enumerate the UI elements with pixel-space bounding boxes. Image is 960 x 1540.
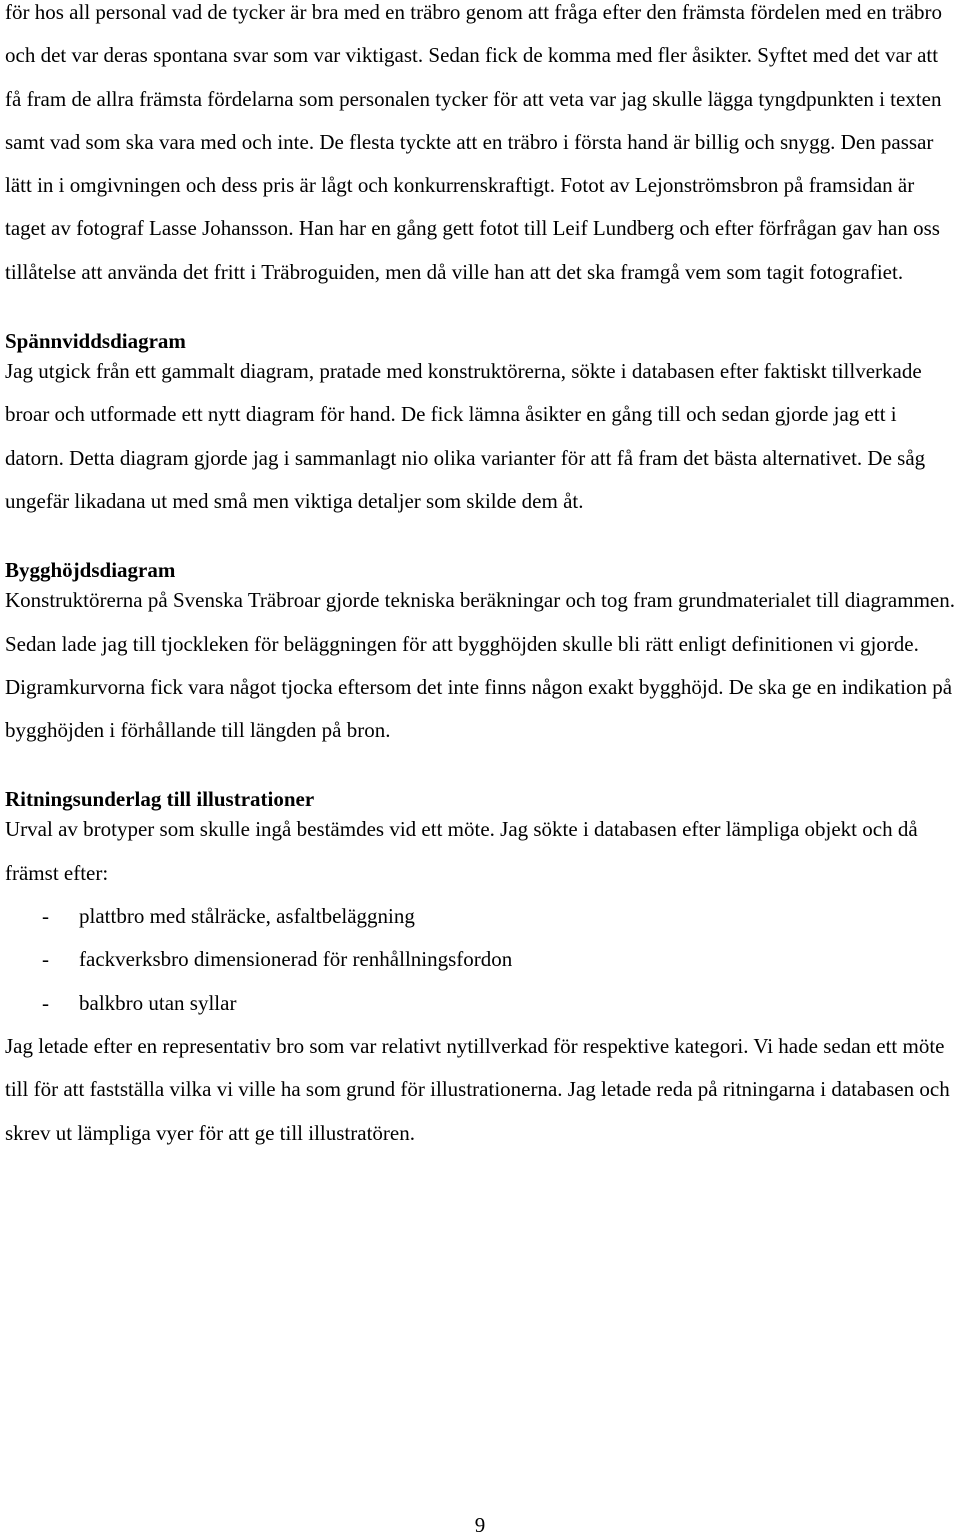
section-heading: Spännviddsdiagram — [5, 329, 186, 354]
section-spannviddsdiagram — [5, 326, 957, 523]
section-closing-paragraph: Jag letade efter en representativ bro som var relativt nytillverkad för respektive kategori. Vi hade sedan ett möte till för att fastställa vilka vi ville ha som grund för illustrationerna. Jag letade reda på ritningarna i databasen och skrev ut lämpliga vyer för att ge till illustratören. — [5, 1033, 950, 1145]
list-item — [5, 938, 957, 981]
section-body: Jag utgick från ett gammalt diagram, pratade med konstruktörerna, sökte i databasen efter faktiskt tillverkade broar och utformade ett nytt diagram för hand. De fick lämna åsikter en gång till och sedan gjorde jag ett i datorn. Detta diagram gjorde jag i sammanlagt nio olika varianter för att få fram det bästa alternativet. De såg ungefär likadana ut med små men viktiga detaljer som skilde dem åt. — [5, 359, 926, 513]
section-heading: Bygghöjdsdiagram — [5, 558, 176, 583]
section-ritningsunderlag — [5, 784, 957, 1154]
document-page — [5, 0, 957, 1155]
list-item — [5, 895, 957, 938]
bridge-type-list — [5, 895, 957, 1025]
list-item — [5, 982, 957, 1025]
section-bygghojdsdiagram — [5, 555, 957, 752]
section-body: Konstruktörerna på Svenska Träbroar gjorde tekniska beräkningar och tog fram grundmaterialet till diagrammen. Sedan lade jag till tjockleken för beläggningen för att bygghöjden skulle bli rätt enligt definitionen vi gjorde. Digramkurvorna fick vara något tjocka eftersom det inte finns någon exakt bygghöjd. De ska ge en indikation på bygghöjden i förhållande till längden på bron. — [5, 588, 955, 743]
section-heading: Ritningsunderlag till illustrationer — [5, 787, 315, 812]
section-body: Urval av brotyper som skulle ingå bestämdes vid ett möte. Jag sökte i databasen efter lämpliga objekt och då främst efter: — [5, 817, 918, 885]
page-number: 9 — [474, 1513, 486, 1537]
intro-paragraph: för hos all personal vad de tycker är bra med en träbro genom att fråga efter den främsta fördelen med en träbro och det var deras spontana svar som var viktigast. Sedan fick de komma med fler åsikter. Syftet med det var att få fram de allra främsta fördelarna som personalen tycker för att veta var jag skulle lägga tyngdpunkten i texten samt vad som ska vara med och inte. De flesta tyckte att en träbro i första hand är billig och snygg. Den passar lätt in i omgivningen och dess pris är lågt och konkurrenskraftigt. Fotot av Lejonströmsbron på framsidan är taget av fotograf Lasse Johansson. Han har en gång gett fotot till Leif Lundberg och efter förfrågan gav han oss tillåtelse att använda det fritt i Träbroguiden, men då ville han att det ska framgå vem som tagit fotografiet. — [5, 0, 943, 284]
list-item-text: balkbro utan syllar — [79, 990, 237, 1015]
list-dash: - — [42, 904, 49, 929]
list-item-text: plattbro med stålräcke, asfaltbeläggning — [79, 904, 415, 929]
list-dash: - — [42, 947, 49, 972]
list-item-text: fackverksbro dimensionerad för renhållningsfordon — [79, 947, 513, 972]
list-dash: - — [42, 990, 49, 1015]
